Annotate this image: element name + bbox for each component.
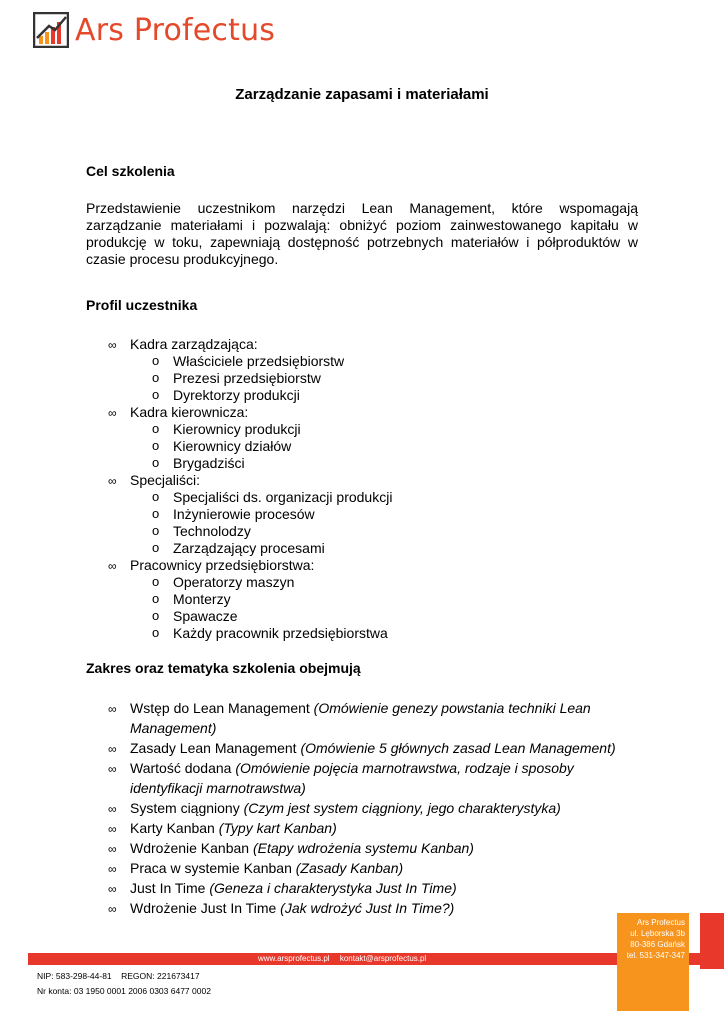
address-line: tel. 531-347-347 [626,951,685,960]
bullet-icon: ∞ [108,862,117,876]
bullet-icon: ∞ [108,474,117,488]
bullet-icon: ∞ [108,742,117,756]
topic-description: (Czym jest system ciągniony, jego charakterystyka) [243,800,561,816]
profile-item: Kierownicy produkcji [173,421,301,437]
sub-bullet-icon: o [152,540,160,555]
topic-item [130,738,640,758]
profile-heading: Profil uczestnika [86,297,198,313]
profile-group-label: Kadra zarządzająca: [130,336,258,352]
profile-item: Operatorzy maszyn [173,574,295,590]
logo-text: Ars Profectus [75,12,276,48]
sub-bullet-icon: o [152,370,160,385]
logo-chart-icon [33,12,69,48]
profile-item: Brygadziści [173,455,245,471]
profile-item: Każdy pracownik przedsiębiorstwa [173,625,388,641]
topic-item [130,878,640,898]
sub-bullet-icon: o [152,506,160,521]
profile-group-label: Pracownicy przedsiębiorstwa: [130,557,315,573]
bullet-icon: ∞ [108,702,117,716]
sub-bullet-icon: o [152,438,160,453]
topic-item [130,798,640,818]
address-line: Ars Profectus [636,918,685,927]
email-link[interactable]: kontakt@arsprofectus.pl [339,954,427,963]
address-line: 80-386 Gdańsk [630,940,685,949]
bullet-icon: ∞ [108,338,117,352]
topic-description: (Zasady Kanban) [295,860,404,876]
topic-item [130,858,640,878]
regon: REGON: 221673417 [121,971,200,981]
profile-item: Specjaliści ds. organizacji produkcji [173,489,393,505]
bank-account: Nr konta: 03 1950 0001 2006 0303 6477 0002 [37,986,211,996]
profile-item: Prezesi przedsiębiorstw [173,370,321,386]
bullet-icon: ∞ [108,802,117,816]
sub-bullet-icon: o [152,421,160,436]
sub-bullet-icon: o [152,591,160,606]
bullet-icon: ∞ [108,902,117,916]
topic-name: Praca w systemie Kanban [130,860,292,876]
profile-group-label: Specjaliści: [130,472,201,488]
website-link[interactable]: www.arsprofectus.pl [258,954,330,963]
tax-ids [37,971,200,981]
bullet-icon: ∞ [108,406,117,420]
topic-description: (Omówienie pojęcia marnotrawstwa, rodzaje i sposoby identyfikacji marnotrawstwa) [130,760,574,796]
sub-bullet-icon: o [152,574,160,589]
bullet-icon: ∞ [108,882,117,896]
sub-bullet-icon: o [152,625,160,640]
profile-item: Właściciele przedsiębiorstw [173,353,345,369]
goal-text: Przedstawienie uczestnikom narzędzi Lean Management, które wspomagają zarządzanie materiałami i pozwalają: obniżyć poziom zainwestowanego kapitału w produkcję w toku, zapewniają dostępność potrzebnych materiałów i półproduktów w czasie procesu produkcyjnego. [86,200,638,267]
topic-item [130,758,640,798]
bullet-icon: ∞ [108,842,117,856]
address-line: ul. Lęborska 3b [630,929,685,938]
topic-item [130,818,640,838]
profile-item: Inżynierowie procesów [173,506,315,522]
topic-item [130,898,640,918]
bullet-icon: ∞ [108,822,117,836]
profile-group-label: Kadra kierownicza: [130,404,249,420]
sub-bullet-icon: o [152,608,160,623]
goal-heading: Cel szkolenia [86,163,175,179]
topic-item [130,838,640,858]
sub-bullet-icon: o [152,387,160,402]
bullet-icon: ∞ [108,762,117,776]
document-title: Zarządzanie zapasami i materiałami [235,86,489,103]
topic-name: Zasady Lean Management [130,740,297,756]
footer-red-block [700,913,724,969]
scope-heading: Zakres oraz tematyka szkolenia obejmują [86,660,361,676]
topic-name: Karty Kanban [130,820,215,836]
topic-description: (Jak wdrożyć Just In Time?) [280,900,455,916]
topic-description: (Etapy wdrożenia systemu Kanban) [252,840,474,856]
topic-name: Wstęp do Lean Management [130,700,310,716]
profile-item: Monterzy [173,591,231,607]
topic-description: (Typy kart Kanban) [218,820,337,836]
nip: NIP: 583-298-44-81 [37,971,112,981]
topic-name: System ciągniony [130,800,240,816]
bullet-icon: ∞ [108,559,117,573]
topic-description: (Omówienie 5 głównych zasad Lean Management) [300,740,616,756]
profile-item: Spawacze [173,608,238,624]
company-logo [33,10,275,50]
topic-name: Wdrożenie Kanban [130,840,250,856]
topic-name: Wartość dodana [130,760,232,776]
profile-item: Zarządzający procesami [173,540,325,556]
sub-bullet-icon: o [152,523,160,538]
sub-bullet-icon: o [152,455,160,470]
topic-description: (Geneza i charakterystyka Just In Time) [209,880,457,896]
footer-links [258,953,434,965]
sub-bullet-icon: o [152,353,160,368]
profile-item: Technolodzy [173,523,251,539]
topic-item [130,698,640,738]
sub-bullet-icon: o [152,489,160,504]
profile-item: Kierownicy działów [173,438,292,454]
topic-name: Wdrożenie Just In Time [130,900,277,916]
topic-name: Just In Time [130,880,206,896]
topic-description: (Omówienie genezy powstania techniki Lean Management) [130,700,591,736]
profile-item: Dyrektorzy produkcji [173,387,300,403]
address-box [617,913,689,1011]
